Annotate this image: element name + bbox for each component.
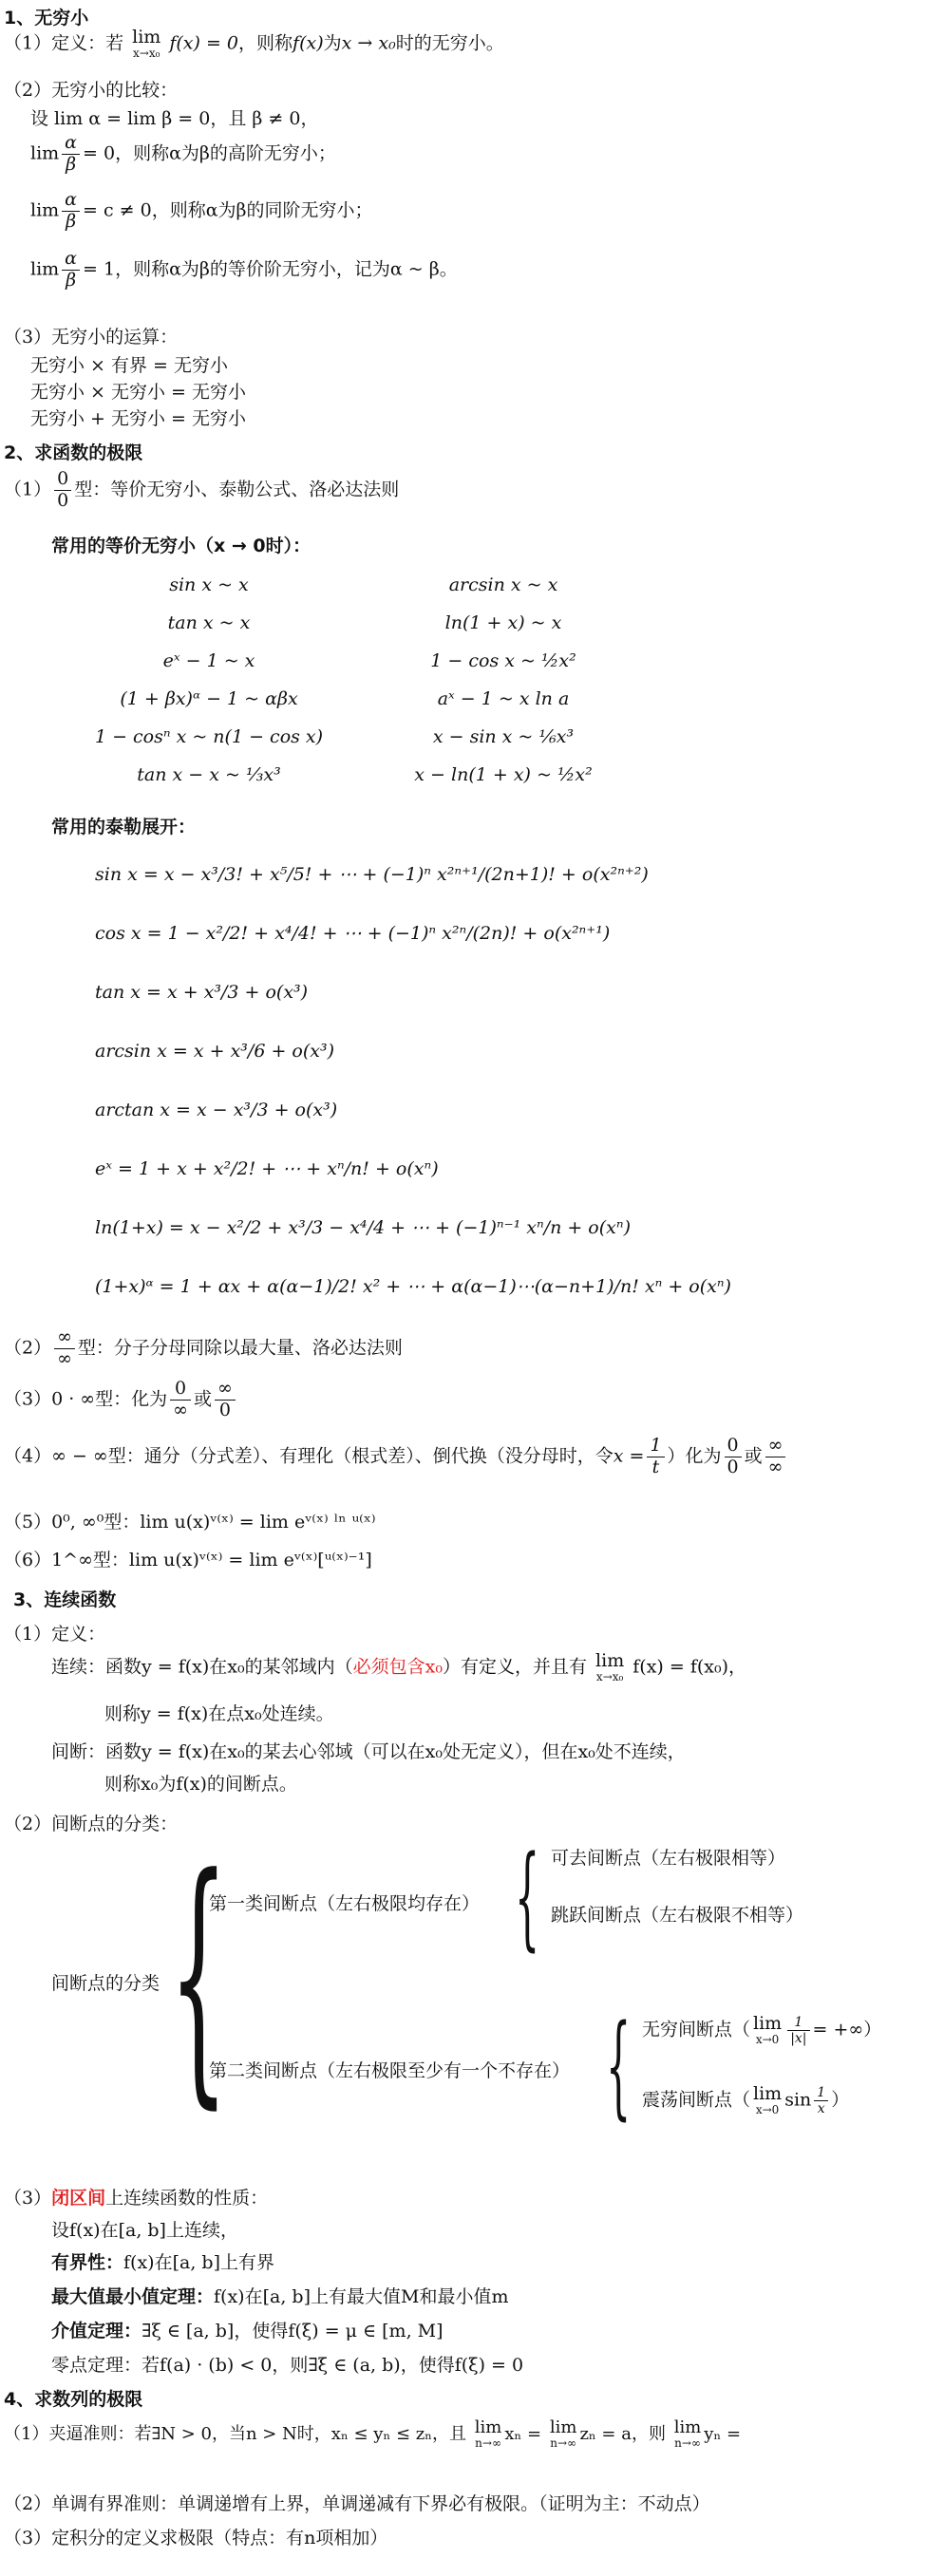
equiv-title: 常用的等价无穷小（x → 0时）： (51, 536, 311, 556)
type-3: （3）0 · ∞型：化为 $\frac{0}{\infty}$ 或 $\frac{\infty}{0}$ (4, 1379, 238, 1421)
type-1: （1） $\frac{0}{0}$ 型：等价无穷小、泰勒公式、洛必达法则 (4, 468, 400, 511)
cont-line-2: 则称y = f(x)在点x₀处连续。 (104, 1703, 334, 1724)
prop-5: 零点定理：若f(a) · (b) < 0，则∃ξ ∈ (a, b)，使得f(ξ) = 0 (51, 2355, 524, 2376)
taylor-list (95, 845, 731, 1316)
second-brace: { (606, 2000, 632, 2131)
taylor-title: 常用的泰勒展开： (51, 817, 197, 837)
cls-title: （2）间断点的分类： (4, 1814, 179, 1834)
type-4: （4）∞ − ∞型：通分（分式差）、有理化（根式差）、倒代换（没分母时，令x = $\frac{1}{t}$ ）化为 $\frac{0}{0}$ 或 $\frac{\infty}{\infty}$ (4, 1436, 788, 1478)
equiv-item: aˣ − 1 ~ x ln a (437, 688, 570, 709)
op-3: 无穷小 + 无穷小 = 无穷小 (30, 408, 246, 429)
equiv-item: sin x ~ x (169, 574, 249, 595)
prop-2: 有界性：f(x)在[a, b]上有界 (51, 2252, 274, 2273)
equiv-item: ln(1 + x) ~ x (444, 612, 562, 633)
taylor-formula: tan x = x + x³/3 + o(x³) (95, 982, 309, 1003)
cls-second: 第二类间断点（左右极限至少有一个不存在） (209, 2060, 571, 2081)
first-brace: { (515, 1831, 540, 1962)
cmp-same: lim $\frac{\alpha}{\beta}$ = c ≠ 0，则称α为β的同阶无穷小； (30, 189, 373, 232)
taylor-formula: arctan x = x − x³/3 + o(x³) (95, 1100, 338, 1120)
taylor-formula: arcsin x = x + x³/6 + o(x³) (95, 1041, 335, 1062)
type-2: （2） $\frac{\infty}{\infty}$ 型：分子分母同除以最大量、洛必达法则 (4, 1326, 403, 1369)
type-6: （6）1^∞型：lim u(x)ᵛ⁽ˣ⁾ = lim eᵛ⁽ˣ⁾[ᵘ⁽ˣ⁾⁻¹] (4, 1550, 372, 1570)
equiv-item: arcsin x ~ x (448, 574, 558, 595)
cmp-line1: 设 lim α = lim β = 0，且 β ≠ 0， (30, 108, 319, 129)
def-line: （1）定义：若 lim x→x₀ f(x) = 0，则称f(x)为x → x₀时的无穷小。 (4, 27, 504, 60)
equiv-item: (1 + βx)ᵅ − 1 ~ αβx (120, 688, 298, 709)
cls-second-b: 震荡间断点（ lim x→0 sin $\frac{1}{x}$ ） (642, 2083, 850, 2117)
taylor-formula: (1+x)ᵅ = 1 + αx + α(α−1)/2! x² + ⋯ + α(α−1)⋯(α−n+1)/n! xⁿ + o(xⁿ) (95, 1276, 731, 1297)
section-title-1: 1、无穷小 (4, 8, 89, 28)
disc-line-2: 则称x₀为f(x)的间断点。 (104, 1774, 297, 1795)
prop-3: 最大值最小值定理：f(x)在[a, b]上有最大值M和最小值m (51, 2286, 509, 2307)
seq-3: （3）定积分的定义求极限（特点：有n项相加） (4, 2528, 388, 2548)
op-2: 无穷小 × 无穷小 = 无穷小 (30, 382, 246, 403)
op-1: 无穷小 × 有界 = 无穷小 (30, 355, 228, 376)
prop-title: （3）闭区间上连续函数的性质： (4, 2188, 269, 2209)
cont-def-title: （1）定义： (4, 1624, 106, 1645)
prop-1: 设f(x)在[a, b]上连续， (51, 2220, 238, 2241)
section-title-3: 3、连续函数 (13, 1589, 117, 1610)
equiv-left-col (66, 566, 351, 794)
equiv-item: tan x ~ x (167, 612, 251, 633)
cmp-title: （2）无穷小的比较： (4, 80, 179, 101)
equiv-right-col (361, 566, 646, 794)
cls-first: 第一类间断点（左右极限均存在） (209, 1893, 481, 1914)
section-title-2: 2、求函数的极限 (4, 442, 143, 463)
cls-first-b: 跳跃间断点（左右极限不相等） (551, 1905, 804, 1926)
cmp-high: lim $\frac{\alpha}{\beta}$ = 0，则称α为β的高阶无穷小； (30, 132, 336, 175)
taylor-formula: eˣ = 1 + x + x²/2! + ⋯ + xⁿ/n! + o(xⁿ) (95, 1158, 439, 1179)
disc-line-1: 间断：函数y = f(x)在x₀的某去心邻域（可以在x₀处无定义），但在x₀处不连续， (51, 1741, 686, 1762)
equiv-item: 1 − cos x ~ ½x² (430, 650, 576, 671)
equiv-item: x − sin x ~ ⅙x³ (432, 726, 575, 747)
seq-1: （1）夹逼准则：若∃N > 0，当n > N时，xₙ ≤ yₙ ≤ zₙ，且 lim n→∞ xₙ = lim n→∞ zₙ = a，则 lim n→∞ yₙ = (4, 2417, 742, 2450)
taylor-formula: cos x = 1 − x²/2! + x⁴/4! + ⋯ + (−1)ⁿ x²ⁿ/(2n)! + o(x²ⁿ⁺¹) (95, 923, 611, 944)
section-title-4: 4、求数列的极限 (4, 2389, 143, 2410)
seq-2: （2）单调有界准则：单调递增有上界，单调递减有下界必有极限。（证明为主：不动点） (4, 2493, 710, 2514)
taylor-formula: sin x = x − x³/3! + x⁵/5! + ⋯ + (−1)ⁿ x²ⁿ⁺¹/(2n+1)! + o(x²ⁿ⁺²) (95, 864, 649, 885)
cls-root: 间断点的分类 (51, 1973, 160, 1994)
cmp-equiv: lim $\frac{\alpha}{\beta}$ = 1，则称α为β的等价阶无穷小，记为α ~ β。 (30, 248, 458, 291)
cls-first-a: 可去间断点（左右极限相等） (551, 1848, 786, 1869)
type-5: （5）0⁰, ∞⁰型：lim u(x)ᵛ⁽ˣ⁾ = lim eᵛ⁽ˣ⁾ ˡⁿ ᵘ⁽ˣ⁾ (4, 1512, 376, 1532)
cont-line-1: 连续：函数y = f(x)在x₀的某邻域内（必须包含x₀）有定义，并且有 lim x→x₀ f(x) = f(x₀)， (51, 1650, 747, 1683)
equiv-item: 1 − cosⁿ x ~ n(1 − cos x) (94, 726, 324, 747)
op-title: （3）无穷小的运算： (4, 327, 179, 348)
equiv-item: tan x − x ~ ⅓x³ (137, 764, 281, 785)
equiv-item: x − ln(1 + x) ~ ½x² (414, 764, 593, 785)
prop-4: 介值定理：∃ξ ∈ [a, b]，使得f(ξ) = μ ∈ [m, M] (51, 2321, 444, 2341)
equiv-item: eˣ − 1 ~ x (162, 650, 255, 671)
taylor-formula: ln(1+x) = x − x²/2 + x³/3 − x⁴/4 + ⋯ + (−1)ⁿ⁻¹ xⁿ/n + o(xⁿ) (95, 1217, 631, 1238)
root-brace: { (169, 1822, 229, 2132)
cls-second-a: 无穷间断点（ lim x→0 $\frac{1}{|x|}$ = +∞） (642, 2013, 882, 2047)
